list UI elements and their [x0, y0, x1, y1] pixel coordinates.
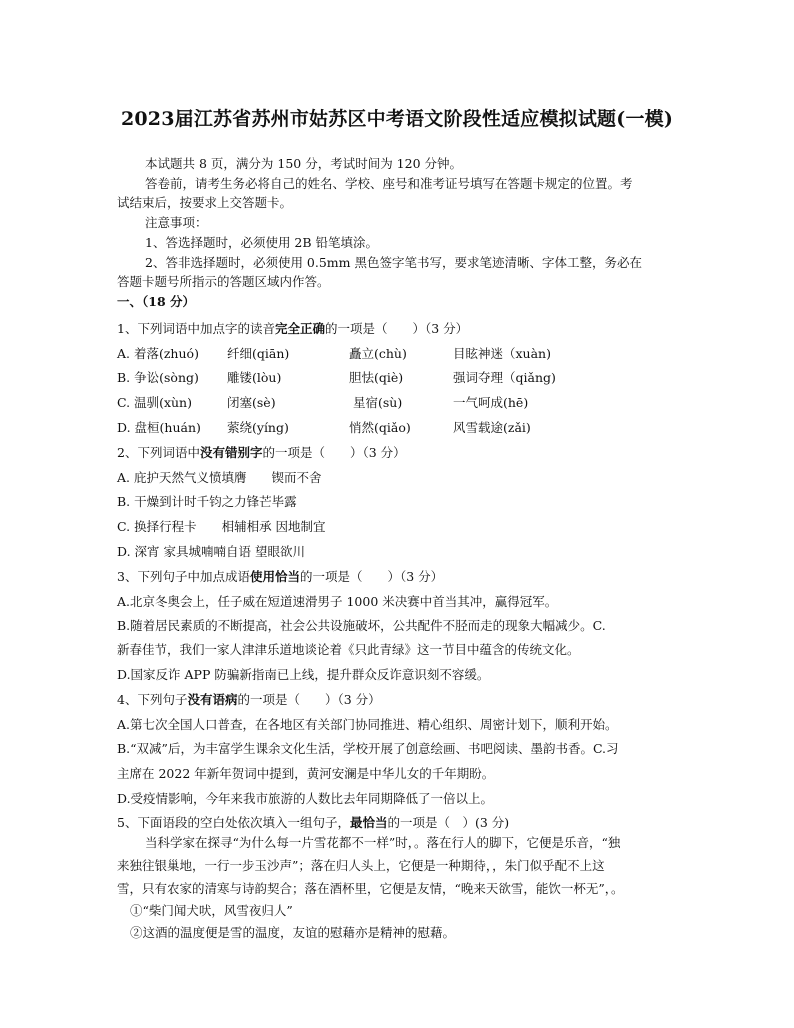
question-2-keyword: 没有错别字 — [199, 445, 263, 460]
option-c-word-3: 星宿(sù) — [353, 395, 403, 410]
passage-line-3: 雪，只有农家的清寒与诗韵契合；落在酒杯里，它便是友情，“晚来天欲雪，能饮一杯无”，。 — [117, 881, 624, 896]
notice-heading: 注意事项： — [145, 215, 208, 230]
question-1-stem-a: 1、下列词语中加点字的读音 — [117, 321, 275, 336]
option-d-word-3: 悄然(qiǎo) — [349, 420, 411, 435]
question-3-option-d: D.国家反诈 APP 防骗新指南已上线，提升群众反诈意识刻不容缓。 — [117, 667, 490, 682]
passage-line-2: 来独往银巢地，一行一步玉沙声”；落在归人头上，它便是一种期待，，朱门似乎配不上这 — [117, 858, 605, 873]
question-3-option-b: B.随着居民素质的不断提高，社会公共设施破坏，公共配件不胫而走的现象大幅减少。C. — [117, 618, 606, 633]
question-3-stem — [117, 568, 443, 586]
notice-item-2-cont: 答题卡题号所指示的答题区域内作答。 — [117, 274, 330, 289]
question-4-option-c: 主席在 2022 年新年贺词中提到，黄河安澜是中华儿女的千年期盼。 — [117, 766, 495, 781]
question-2-option-c: C. 换择行程卡 相辅相承 因地制宜 — [117, 519, 326, 534]
question-2-stem-a: 2、下列词语中 — [117, 445, 200, 460]
sentence-2: ②这酒的温度便是雪的温度，友谊的慰藉亦是精神的慰藉。 — [130, 925, 456, 940]
option-a-word-2: 纤细(qiān) — [227, 346, 290, 361]
page-title: 2023届江苏省苏州市姑苏区中考语文阶段性适应模拟试题(一模) — [120, 108, 674, 130]
section-heading: 一、（18 分） — [117, 294, 195, 309]
intro-line-3: 试结束后，按要求上交答题卡。 — [117, 195, 293, 210]
option-a-word-4: 目眩神迷（xuàn) — [453, 346, 551, 361]
option-c-word-1: C. 温驯(xùn) — [117, 395, 192, 410]
question-1-stem — [117, 320, 468, 338]
option-b-word-4: 强词夺理（qiǎng) — [453, 370, 556, 385]
question-4-keyword: 没有语病 — [187, 692, 238, 707]
question-2-option-a: A. 庇护天然气义愤填膺 锲而不舍 — [117, 470, 322, 485]
question-5-keyword: 最恰当 — [349, 815, 388, 830]
option-b-word-3: 胆怯(qiè) — [349, 370, 404, 385]
passage-line-1: 当科学家在探寻“为什么每一片雪花都不一样”时，。落在行人的脚下，它便是乐音，“独 — [145, 835, 621, 850]
question-2-stem — [117, 444, 406, 462]
question-4-option-d: D.受疫情影响，今年来我市旅游的人数比去年同期降低了一倍以上。 — [117, 791, 494, 806]
notice-item-1: 1、答选择题时，必须使用 2B 铅笔填涂。 — [145, 235, 379, 250]
question-4-stem — [117, 691, 381, 709]
question-4-stem-a: 4、下列句子 — [117, 692, 188, 707]
question-1-option-d — [117, 419, 697, 437]
question-5-stem-a: 5、下面语段的空白处依次填入一组句子， — [117, 815, 350, 830]
question-1-stem-c: 的一项是（ ）（3 分） — [324, 321, 469, 336]
option-b-word-2: 雕镂(lòu) — [227, 370, 282, 385]
question-3-option-c: 新春佳节，我们一家人津津乐道地谈论着《只此青绿》这一节目中蕴含的传统文化。 — [117, 642, 580, 657]
notice-item-2: 2、答非选择题时，必须使用 0.5mm 黑色签字笔书写，要求笔迹清晰、字体工整，务必在 — [145, 255, 642, 270]
question-5-stem — [117, 814, 509, 832]
question-4-option-b: B.“双减”后，为丰富学生课余文化生活，学校开展了创意绘画、书吧阅读、墨韵书香。C.习 — [117, 741, 619, 756]
question-2-option-d: D. 深宵 家具城喃喃自语 望眼欲川 — [117, 544, 305, 559]
question-4-option-a: A.第七次全国人口普查，在各地区有关部门协同推进、精心组织、周密计划下，顺利开始。 — [117, 717, 618, 732]
question-3-stem-c: 的一项是（ ）（3 分） — [299, 569, 444, 584]
sentence-1: ①“柴门闻犬吠，风雪夜归人” — [130, 903, 293, 918]
option-a-word-3: 矗立(chù) — [349, 346, 407, 361]
option-a-word-1: A. 着落(zhuó) — [117, 346, 199, 361]
option-d-word-4: 风雪载途(zǎi) — [453, 420, 531, 435]
question-1-keyword: 完全正确 — [274, 321, 325, 336]
option-d-word-2: 萦绕(yíng) — [227, 420, 289, 435]
option-d-word-1: D. 盘桓(huán) — [117, 420, 201, 435]
intro-line-1: 本试题共 8 页，满分为 150 分，考试时间为 120 分钟。 — [145, 156, 463, 171]
question-5-stem-c: 的一项是（ ）(3 分) — [387, 815, 510, 830]
option-c-word-2: 闭塞(sè) — [227, 395, 276, 410]
question-3-stem-a: 3、下列句子中加点成语 — [117, 569, 250, 584]
question-1-option-c — [117, 394, 697, 412]
intro-line-2: 答卷前，请考生务必将自己的姓名、学校、座号和准考证号填写在答题卡规定的位置。考 — [145, 176, 633, 191]
option-c-word-4: 一气呵成(hē) — [453, 395, 529, 410]
question-2-option-b: B. 干燥到计时千钧之力锋芒毕露 — [117, 494, 297, 509]
question-1-option-a — [117, 345, 697, 363]
question-4-stem-c: 的一项是（ ）（3 分） — [237, 692, 381, 707]
question-2-stem-c: 的一项是（ ）（3 分） — [262, 445, 406, 460]
question-3-option-a: A.北京冬奥会上，任子威在短道速滑男子 1000 米决赛中首当其冲，赢得冠军。 — [117, 594, 558, 609]
question-1-option-b — [117, 369, 697, 387]
option-b-word-1: B. 争讼(sòng) — [117, 370, 199, 385]
question-3-keyword: 使用恰当 — [249, 569, 300, 584]
